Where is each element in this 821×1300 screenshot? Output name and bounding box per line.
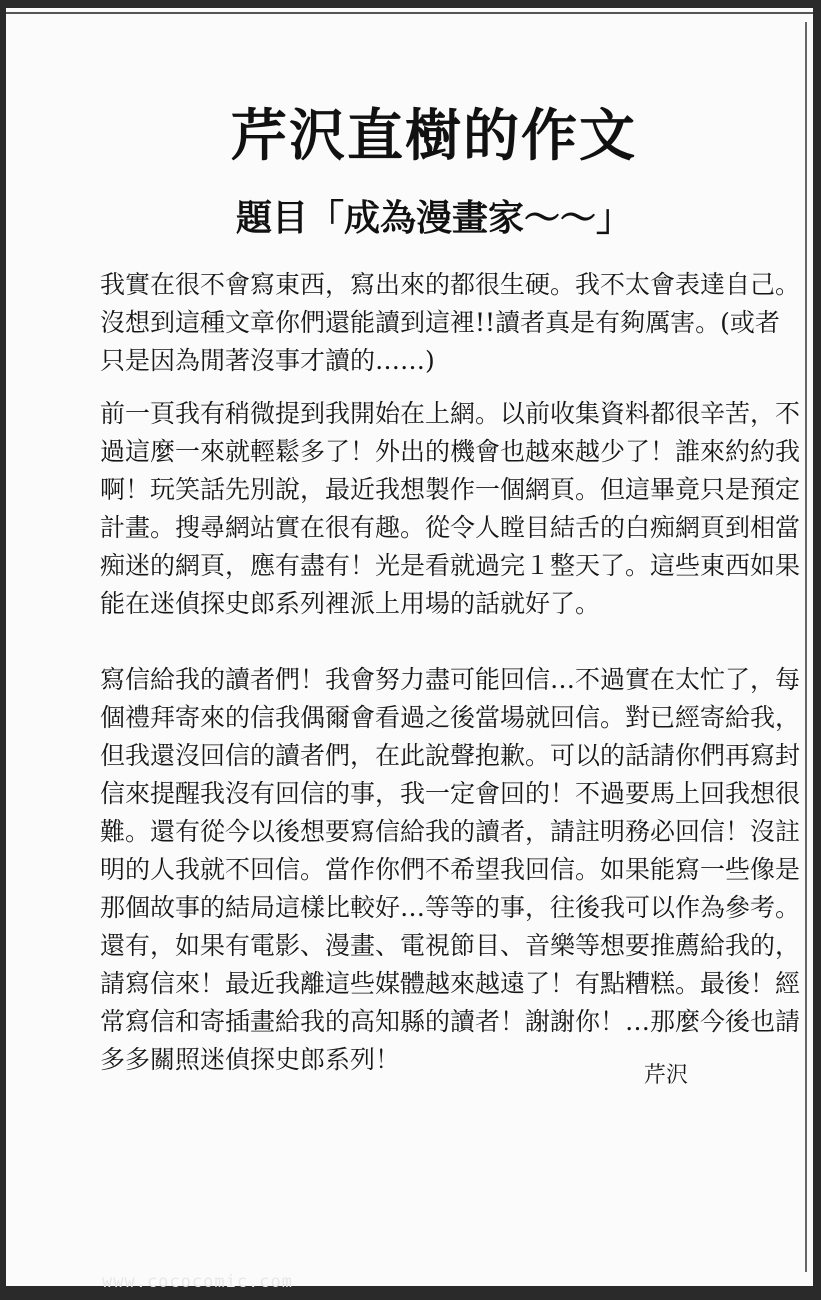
text-line: 難。還有從今以後想要寫信給我的讀者，請註明務必回信！沒註 [100, 817, 801, 846]
paragraph-1 [100, 266, 801, 380]
page-title: 芹沢直樹的作文 [231, 104, 637, 169]
text-line: 寫信給我的讀者們！我會努力盡可能回信…不過實在太忙了，每 [100, 665, 801, 694]
text-line: 過這麼一來就輕鬆多了！外出的機會也越來越少了！誰來約約我 [100, 437, 801, 466]
text-line: 只是因為閒著沒事才讀的……) [100, 346, 435, 375]
text-line: 還有，如果有電影、漫畫、電視節目、音樂等想要推薦給我的， [100, 931, 801, 960]
text-line: 但我還沒回信的讀者們，在此說聲抱歉。可以的話請你們再寫封 [100, 741, 801, 770]
text-line: 明的人我就不回信。當作你們不希望我回信。如果能寫一些像是 [100, 855, 801, 884]
text-line: 能在迷偵探史郎系列裡派上用場的話就好了。 [100, 589, 601, 618]
text-line: 沒想到這種文章你們還能讀到這裡!!讀者真是有夠厲害。(或者 [100, 308, 780, 337]
site-watermark: www.cococomic.com [102, 1272, 293, 1292]
text-line: 痴迷的網頁，應有盡有！光是看就過完１整天了。這些東西如果 [100, 551, 801, 580]
text-line: 前一頁我有稍微提到我開始在上網。以前收集資料都很辛苦，不 [100, 399, 801, 428]
text-line: 啊！玩笑話先別說，最近我想製作一個網頁。但這畢竟只是預定 [100, 475, 801, 504]
text-line: 請寫信來！最近我離這些媒體越來越遠了！有點糟糕。最後！經 [100, 969, 801, 998]
text-line: 信來提醒我沒有回信的事，我一定會回的！不過要馬上回我想很 [100, 779, 801, 808]
paragraph-2 [100, 395, 801, 623]
author-signature: 芹沢 [644, 1063, 689, 1088]
text-line: 我實在很不會寫東西，寫出來的都很生硬。我不太會表達自己。 [100, 270, 801, 299]
paragraph-3 [100, 661, 801, 1079]
scan-edge-line [0, 12, 821, 14]
text-line: 計畫。搜尋網站實在很有趣。從令人瞠目結舌的白痴網頁到相當 [100, 513, 801, 542]
text-line: 常寫信和寄插畫給我的高知縣的讀者！謝謝你！…那麼今後也請 [100, 1007, 801, 1036]
text-line: 多多關照迷偵探史郎系列！ [100, 1045, 401, 1074]
text-line: 個禮拜寄來的信我偶爾會看過之後當場就回信。對已經寄給我， [100, 703, 801, 732]
scan-edge-top [0, 0, 821, 8]
text-line: 那個故事的結局這樣比較好…等等的事，往後我可以作為參考。 [100, 893, 801, 922]
page-subtitle: 題目「成為漫畫家～～」 [235, 198, 632, 239]
